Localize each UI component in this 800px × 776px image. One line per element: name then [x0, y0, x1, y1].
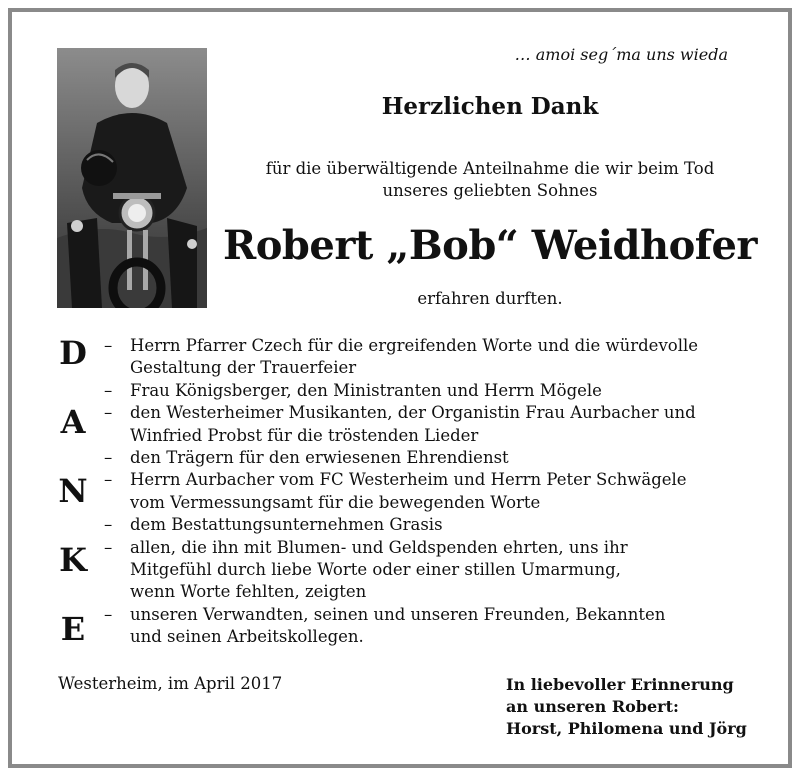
thanks-item — [104, 447, 724, 469]
thanks-item-line: Gestaltung der Trauerfeier — [130, 358, 357, 378]
dash-marker: – — [104, 604, 113, 624]
thanks-item — [104, 402, 724, 447]
thanks-item — [104, 514, 724, 536]
intro-line-1: für die überwältigende Anteilnahme die wir beim Tod — [265, 159, 715, 178]
thanks-item — [104, 537, 724, 604]
intro-line-2: unseres geliebten Sohnes — [382, 181, 598, 200]
danke-letter-e: E — [60, 610, 86, 648]
thanks-item-line: wenn Worte fehlten, zeigten — [130, 582, 367, 602]
thanks-list — [104, 335, 724, 649]
motorcyclist-photo-illustration — [57, 48, 207, 308]
thanks-item-line: vom Vermessungsamt für die bewegenden Worte — [130, 492, 541, 512]
thanks-item-line: den Trägern für den erwiesenen Ehrendienst — [130, 448, 509, 468]
danke-letter-d: D — [59, 334, 87, 372]
intro-text — [240, 158, 740, 202]
thanks-item-line: Winfried Probst für die tröstenden Lieder — [130, 425, 479, 445]
dash-marker: – — [104, 448, 113, 468]
thanks-item-line: allen, die ihn mit Blumen- und Geldspenden ehrten, uns ihr — [130, 537, 628, 557]
dash-marker: – — [104, 515, 113, 535]
signature-line-3: Horst, Philomena und Jörg — [506, 719, 747, 738]
signature-line-1: In liebevoller Erinnerung — [506, 675, 734, 694]
dash-marker: – — [104, 380, 113, 400]
thanks-item-line: den Westerheimer Musikanten, der Organistin Frau Aurbacher und — [130, 403, 696, 423]
danke-letter-n: N — [58, 472, 88, 510]
thanks-item-line: unseren Verwandten, seinen und unseren Freunden, Bekannten — [130, 604, 666, 624]
thanks-item-line: dem Bestattungsunternehmen Grasis — [130, 515, 443, 535]
motto-line: … amoi seg´ma uns wieda — [514, 45, 728, 64]
dash-marker: – — [104, 403, 113, 423]
deceased-name: Robert „Bob“ Weidhofer — [223, 222, 757, 269]
signature — [506, 674, 747, 740]
portrait-photo — [57, 48, 207, 308]
thanks-item — [104, 335, 724, 380]
thanks-item — [104, 604, 724, 649]
danke-letter-k: K — [59, 541, 87, 579]
heading: Herzlichen Dank — [381, 93, 599, 120]
place-date: Westerheim, im April 2017 — [58, 674, 283, 693]
dash-marker: – — [104, 470, 113, 490]
closing-text: erfahren durften. — [417, 289, 563, 308]
signature-line-2: an unseren Robert: — [506, 697, 679, 716]
thanks-item-line: Frau Königsberger, den Ministranten und Herrn Mögele — [130, 380, 602, 400]
thanks-item-line: und seinen Arbeitskollegen. — [130, 627, 364, 647]
danke-letter-a: A — [60, 403, 86, 441]
thanks-item — [104, 469, 724, 514]
thanks-item — [104, 380, 724, 402]
dash-marker: – — [104, 336, 113, 355]
dash-marker: – — [104, 537, 113, 557]
thanks-item-line: Herrn Aurbacher vom FC Westerheim und Herrn Peter Schwägele — [130, 470, 687, 490]
thanks-item-line: Herrn Pfarrer Czech für die ergreifenden Worte und die würdevolle — [130, 336, 699, 355]
thanks-item-line: Mitgefühl durch liebe Worte oder einer stillen Umarmung, — [130, 560, 621, 580]
